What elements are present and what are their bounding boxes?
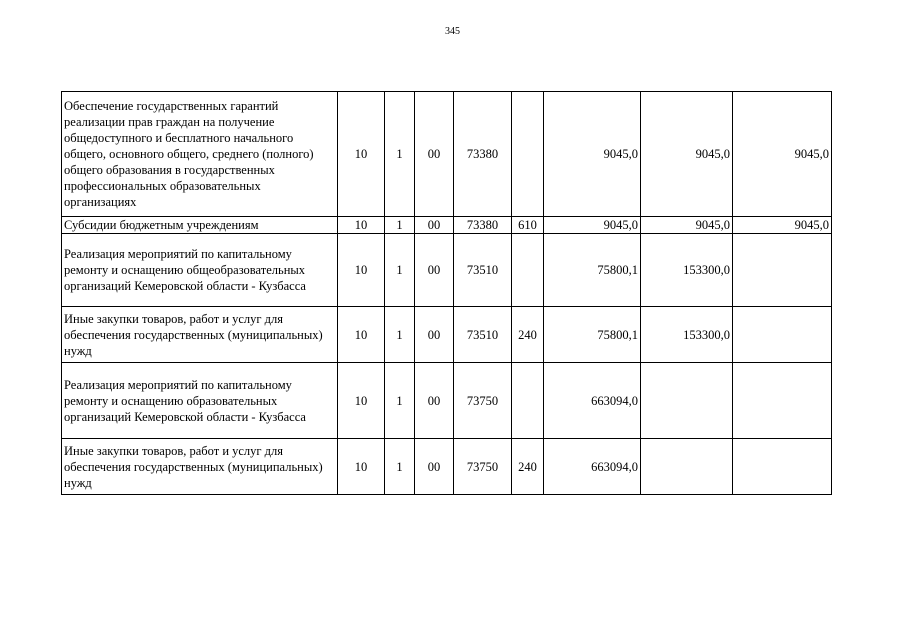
budget-table xyxy=(61,91,832,495)
table-row xyxy=(62,217,832,234)
section-code: 10 xyxy=(338,363,385,439)
direction-code: 73750 xyxy=(454,439,512,495)
sum-year-2: 153300,0 xyxy=(641,307,733,363)
direction-code: 73380 xyxy=(454,92,512,217)
expense-type-code xyxy=(512,363,544,439)
subprogram-code: 00 xyxy=(415,439,454,495)
sum-year-3: 9045,0 xyxy=(733,92,832,217)
expense-type-code: 240 xyxy=(512,307,544,363)
sum-year-3 xyxy=(733,307,832,363)
sum-year-1: 663094,0 xyxy=(544,363,641,439)
subprogram-code: 00 xyxy=(415,363,454,439)
table-row xyxy=(62,439,832,495)
program-code: 1 xyxy=(385,92,415,217)
subprogram-code: 00 xyxy=(415,92,454,217)
expense-type-code xyxy=(512,92,544,217)
sum-year-1: 9045,0 xyxy=(544,92,641,217)
sum-year-2: 9045,0 xyxy=(641,92,733,217)
row-name: Реализация мероприятий по капитальному ремонту и оснащению общеобразовательных организаций Кемеровской области - Кузбасса xyxy=(62,234,338,307)
row-name: Обеспечение государственных гарантий реализации прав граждан на получение общедоступного и бесплатного начального общего, основного общего, среднего (полного) общего образования в государственных профессиональных образовательных организациях xyxy=(62,92,338,217)
expense-type-code: 610 xyxy=(512,217,544,234)
direction-code: 73510 xyxy=(454,234,512,307)
sum-year-2: 9045,0 xyxy=(641,217,733,234)
sum-year-1: 75800,1 xyxy=(544,234,641,307)
section-code: 10 xyxy=(338,92,385,217)
subprogram-code: 00 xyxy=(415,234,454,307)
page-number: 345 xyxy=(445,26,460,37)
sum-year-1: 75800,1 xyxy=(544,307,641,363)
sum-year-3 xyxy=(733,439,832,495)
section-code: 10 xyxy=(338,217,385,234)
table-row xyxy=(62,307,832,363)
sum-year-1: 9045,0 xyxy=(544,217,641,234)
sum-year-2 xyxy=(641,439,733,495)
subprogram-code: 00 xyxy=(415,307,454,363)
table-row xyxy=(62,234,832,307)
section-code: 10 xyxy=(338,307,385,363)
direction-code: 73380 xyxy=(454,217,512,234)
row-name: Иные закупки товаров, работ и услуг для обеспечения государственных (муниципальных) нужд xyxy=(62,439,338,495)
expense-type-code xyxy=(512,234,544,307)
sum-year-3: 9045,0 xyxy=(733,217,832,234)
program-code: 1 xyxy=(385,234,415,307)
program-code: 1 xyxy=(385,439,415,495)
row-name: Иные закупки товаров, работ и услуг для обеспечения государственных (муниципальных) нужд xyxy=(62,307,338,363)
subprogram-code: 00 xyxy=(415,217,454,234)
direction-code: 73750 xyxy=(454,363,512,439)
table-row xyxy=(62,363,832,439)
program-code: 1 xyxy=(385,307,415,363)
sum-year-1: 663094,0 xyxy=(544,439,641,495)
expense-type-code: 240 xyxy=(512,439,544,495)
program-code: 1 xyxy=(385,217,415,234)
row-name: Реализация мероприятий по капитальному ремонту и оснащению образовательных организаций Кемеровской области - Кузбасса xyxy=(62,363,338,439)
direction-code: 73510 xyxy=(454,307,512,363)
program-code: 1 xyxy=(385,363,415,439)
row-name: Субсидии бюджетным учреждениям xyxy=(62,217,338,234)
sum-year-2: 153300,0 xyxy=(641,234,733,307)
sum-year-2 xyxy=(641,363,733,439)
sum-year-3 xyxy=(733,234,832,307)
section-code: 10 xyxy=(338,439,385,495)
section-code: 10 xyxy=(338,234,385,307)
table-row xyxy=(62,92,832,217)
sum-year-3 xyxy=(733,363,832,439)
